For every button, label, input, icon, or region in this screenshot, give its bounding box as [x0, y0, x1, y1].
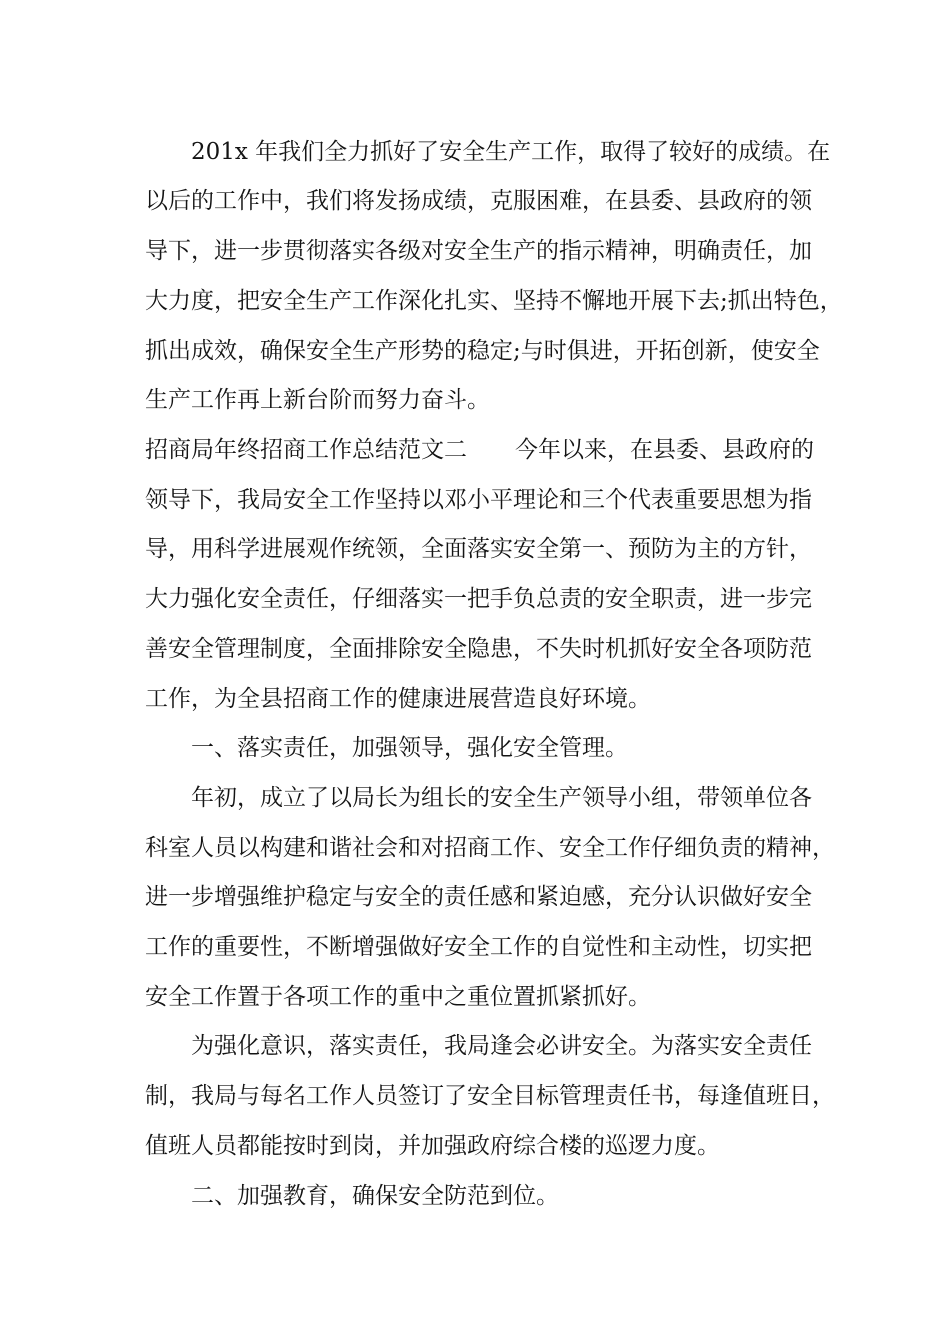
paragraph-line: 年初，成立了以局长为组长的安全生产领导小组，带领单位各 [191, 785, 812, 811]
paragraph-line: 以后的工作中，我们将发扬成绩，克服困难，在县委、县政府的领 [145, 188, 812, 214]
paragraph-line: 导，用科学进展观作统领，全面落实安全第一、预防为主的方针， [145, 536, 812, 562]
paragraph-line: 善安全管理制度，全面排除安全隐患，不失时机抓好安全各项防范 [145, 636, 812, 662]
paragraph-line: 导下，进一步贯彻落实各级对安全生产的指示精神，明确责任，加 [145, 238, 812, 264]
paragraph-line: 生产工作再上新台阶而努力奋斗。 [145, 387, 490, 413]
paragraph-line: 安全工作置于各项工作的重中之重位置抓紧抓好。 [145, 984, 651, 1010]
paragraph-line: 领导下，我局安全工作坚持以邓小平理论和三个代表重要思想为指 [145, 487, 812, 513]
paragraph-line: 科室人员以构建和谐社会和对招商工作、安全工作仔细负责的精神， [145, 835, 835, 861]
paragraph-line: 工作，为全县招商工作的健康进展营造良好环境。 [145, 686, 651, 712]
paragraph-line: 制，我局与每名工作人员签订了安全目标管理责任书，每逢值班日， [145, 1083, 835, 1109]
paragraph-line: 为强化意识，落实责任，我局逢会必讲安全。为落实安全责任 [191, 1033, 812, 1059]
paragraph-line: 大力度，把安全生产工作深化扎实、坚持不懈地开展下去;抓出特色， [145, 288, 843, 314]
paragraph-line: 今年以来，在县委、县政府的 [515, 437, 814, 463]
paragraph-line: 大力强化安全责任，仔细落实一把手负总责的安全职责，进一步完 [145, 586, 812, 612]
section-heading-2: 二、加强教育，确保安全防范到位。 [191, 1183, 559, 1209]
paragraph-line: 抓出成效，确保安全生产形势的稳定;与时俱进，开拓创新，使安全 [145, 338, 820, 364]
document-title: 招商局年终招商工作总结范文二 [145, 437, 467, 463]
title-line [145, 435, 814, 465]
paragraph-line: 值班人员都能按时到岗，并加强政府综合楼的巡逻力度。 [145, 1133, 720, 1159]
section-heading-1: 一、落实责任，加强领导，强化安全管理。 [191, 735, 628, 761]
paragraph-line: 进一步增强维护稳定与安全的责任感和紧迫感，充分认识做好安全 [145, 884, 812, 910]
paragraph-line: 201x 年我们全力抓好了安全生产工作，取得了较好的成绩。在 [191, 139, 831, 165]
paragraph-line: 工作的重要性，不断增强做好安全工作的自觉性和主动性，切实把 [145, 934, 812, 960]
